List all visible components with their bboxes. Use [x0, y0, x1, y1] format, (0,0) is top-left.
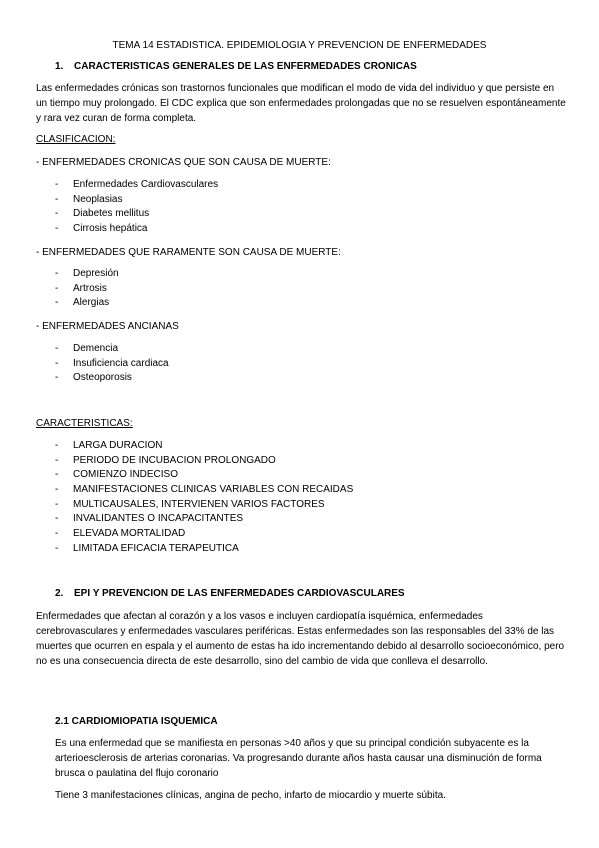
bullet: - [55, 208, 59, 220]
bullet: - [55, 484, 59, 496]
list-item [55, 282, 119, 297]
section-1-number: 1. [55, 61, 64, 72]
list-item [55, 454, 353, 469]
bullet: - [55, 282, 59, 294]
document-title: TEMA 14 ESTADISTICA. EPIDEMIOLOGIA Y PREVENCION DE ENFERMEDADES [112, 40, 487, 51]
list-item [55, 439, 353, 454]
list-item [55, 342, 169, 357]
bullet: - [55, 440, 59, 451]
group-1-list [55, 178, 218, 237]
list-item-text: LIMITADA EFICACIA TERAPEUTICA [73, 542, 239, 554]
list-item [55, 193, 218, 208]
section-1-heading [55, 59, 417, 74]
list-item [55, 542, 353, 557]
list-item-text: Depresión [73, 268, 119, 279]
bullet: - [55, 297, 59, 309]
section-1-heading-text: CARACTERISTICAS GENERALES DE LAS ENFERMEDADES CRONICAS [74, 61, 417, 72]
list-item-text: PERIODO DE INCUBACION PROLONGADO [73, 454, 276, 466]
bullet: - [55, 179, 59, 190]
list-item-text: Neoplasias [73, 193, 123, 205]
bullet: - [55, 343, 59, 354]
list-item-text: Diabetes mellitus [73, 208, 150, 220]
list-item-text: Enfermedades Cardiovasculares [73, 179, 219, 190]
clasificacion-label: CLASIFICACION: [36, 134, 116, 145]
group-3-label: - ENFERMEDADES ANCIANAS [36, 321, 179, 332]
group-2-label: - ENFERMEDADES QUE RARAMENTE SON CAUSA DE MUERTE: [36, 247, 341, 258]
list-item-text: ELEVADA MORTALIDAD [73, 528, 186, 540]
section-1-intro: Las enfermedades crónicas son trastornos funcionales que modifican el modo de vida del individuo y que persiste en un tiempo muy prolongado. El CDC explica que son enfermedades prolongadas que no se resuelven espontáneamente y rara vez curan de forma completa. [36, 83, 566, 124]
list-item [55, 371, 169, 386]
subsection-2-1-para-1: Es una enfermedad que se manifiesta en personas >40 años y que su principal condición subyacente es la arterioesclerosis de arterias coronarias. Va progresando durante años hasta causar una disminución de forma brusca o paulatina del flujo coronario [55, 738, 542, 779]
list-item-text: Osteoporosis [73, 372, 132, 384]
list-item-text: Demencia [73, 343, 119, 354]
section-2-intro: Enfermedades que afectan al corazón y a los vasos e incluyen cardiopatía isquémica, enfermedades cerebrovasculares y enfermedades vasculares periféricas. Estas enfermedades son las responsables del 33% de las muertes que ocurren en espala y el aumento de estas ha ido incrementando debido al desarrollo socioeconómico, pero no es una consecuencia directa de este desarrollo, sino del cambio de vida que conlleva el desarrollo. [36, 611, 565, 667]
bullet: - [55, 469, 59, 481]
list-item [55, 296, 119, 311]
list-item-text: INVALIDANTES O INCAPACITANTES [73, 513, 244, 525]
group-2-list [55, 267, 119, 311]
list-item [55, 357, 169, 372]
list-item [55, 512, 353, 527]
list-item [55, 222, 218, 237]
section-2-number: 2. [55, 588, 64, 599]
list-item-text: Alergias [73, 297, 110, 309]
list-item [55, 483, 353, 498]
subsection-2-1-heading: 2.1 CARDIOMIOPATIA ISQUEMICA [55, 716, 218, 727]
list-item-text: Cirrosis hepática [73, 223, 148, 235]
bullet: - [55, 513, 59, 525]
bullet: - [55, 454, 59, 466]
list-item [55, 178, 218, 193]
bullet: - [55, 193, 59, 205]
list-item-text: LARGA DURACION [73, 440, 163, 451]
list-item-text: COMIENZO INDECISO [73, 469, 179, 481]
group-3-list [55, 342, 169, 386]
bullet: - [55, 528, 59, 540]
bullet: - [55, 372, 59, 384]
list-item [55, 267, 119, 282]
list-item [55, 527, 353, 542]
list-item-text: Artrosis [73, 282, 107, 294]
list-item [55, 498, 353, 513]
bullet: - [55, 268, 59, 279]
bullet: - [55, 542, 59, 554]
bullet: - [55, 357, 59, 369]
bullet: - [55, 223, 59, 235]
group-1-label: - ENFERMEDADES CRONICAS QUE SON CAUSA DE MUERTE: [36, 157, 331, 168]
list-item [55, 468, 353, 483]
list-item-text: Insuficiencia cardiaca [73, 357, 169, 369]
list-item [55, 207, 218, 222]
list-item-text: MANIFESTACIONES CLINICAS VARIABLES CON RECAIDAS [73, 484, 354, 496]
section-2-heading [55, 586, 405, 601]
caracteristicas-label: CARACTERISTICAS: [36, 418, 133, 429]
bullet: - [55, 498, 59, 510]
caracteristicas-list [55, 439, 353, 557]
subsection-2-1-para-2: Tiene 3 manifestaciones clínicas, angina de pecho, infarto de miocardio y muerte súbita. [55, 790, 446, 801]
list-item-text: MULTICAUSALES, INTERVIENEN VARIOS FACTORES [73, 498, 325, 510]
section-2-heading-text: EPI Y PREVENCION DE LAS ENFERMEDADES CARDIOVASCULARES [74, 588, 405, 599]
